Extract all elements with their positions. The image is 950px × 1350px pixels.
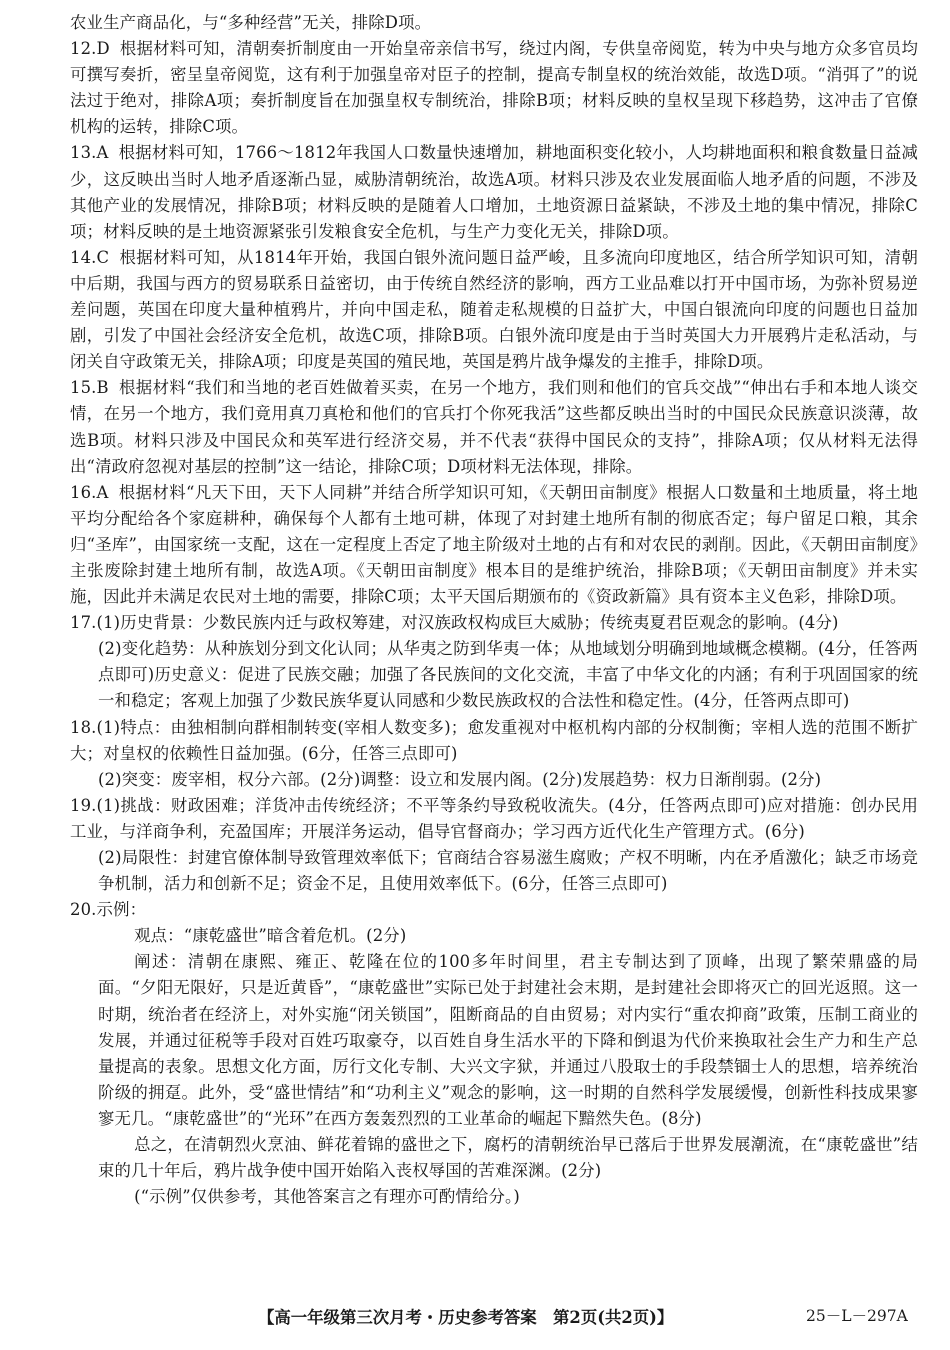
answer-14-number: 14.C	[70, 247, 110, 267]
answer-18-part1	[70, 715, 918, 767]
footer-title: 【高一年级第三次月考・历史参考答案 第2页(共2页)】	[258, 1308, 674, 1327]
continuation-line: 农业生产商品化，与“多种经营”无关，排除D项。	[70, 13, 432, 32]
answer-19-number: 19.	[70, 795, 97, 815]
answer-18-p1: (1)特点：由独相制向群相制转变(宰相人数变多)；愈发重视对中枢机构内部的分权制衡；宰相人选的范围不断扩大；对皇权的依赖性日益加强。(6分，任答三点即可)	[70, 717, 918, 763]
answer-20-head	[70, 897, 918, 923]
answer-20-note: (“示例”仅供参考，其他答案言之有理亦可酌情给分。)	[134, 1187, 520, 1207]
page-footer	[0, 1300, 950, 1330]
answer-12	[70, 36, 918, 140]
answer-19-p1: (1)挑战：财政困难；洋货冲击传统经济；不平等条约导致税收流失。(4分，任答两点即可)应对措施：创办民用工业，与洋商争利，充盈国库；开展洋务运动，倡导官督商办；学习西方近代化生产管理方式。(6分)	[70, 795, 918, 841]
answer-18-number: 18.	[70, 717, 97, 737]
answer-16-text: 根据材料“凡天下田，天下人同耕”并结合所学知识可知，《天朝田亩制度》根据人口数量和土地质量，将土地平均分配给各个家庭耕种，确保每个人都有土地可耕，体现了对封建土地所有制的彻底否定；每户留足口粮，其余归“圣库”，由国家统一支配，这在一定程度上否定了地主阶级对土地的占有和对农民的剥削。因此，《天朝田亩制度》主张废除封建土地所有制，故选A项。《天朝田亩制度》根本目的是维护统治，排除B项；《天朝田亩制度》并未实施，因此并未满足农民对土地的需要，排除C项；太平天国后期颁布的《资政新篇》具有资本主义色彩，排除D项。	[70, 482, 918, 607]
answer-14	[70, 245, 918, 375]
answer-13-number: 13.A	[70, 143, 109, 163]
answer-19-part2: (2)局限性：封建官僚体制导致管理效率低下；官商结合容易滋生腐败；产权不明晰，内在矛盾激化；缺乏市场竞争机制，活力和创新不足；资金不足，且使用效率低下。(6分，任答三点即可)	[98, 848, 918, 894]
answer-13-text: 根据材料可知，1766～1812年我国人口数量快速增加，耕地面积变化较小，人均耕地面积和粮食数量日益减少，这反映出当时人地矛盾逐渐凸显，威胁清朝统治，故选A项。材料只涉及农业发展面临人地矛盾的问题，不涉及其他产业的发展情况，排除B项；材料反映的是随着人口增加，土地资源日益紧缺，不涉及土地的集中情况，排除C项；材料反映的是土地资源紧张引发粮食安全危机，与生产力变化无关，排除D项。	[70, 143, 918, 241]
answer-12-text: 根据材料可知，清朝奏折制度由一开始皇帝亲信书写，绕过内阁，专供皇帝阅览，转为中央与地方众多官员均可撰写奏折，密呈皇帝阅览，这有利于加强皇帝对臣子的控制，提高专制皇权的统治效能，故选D项。“消弭了”的说法过于绝对，排除A项；奏折制度旨在加强皇权专制统治，排除B项；材料反映的皇权呈现下移趋势，这冲击了官僚机构的运转，排除C项。	[70, 39, 918, 137]
answer-17-part1	[70, 610, 918, 636]
answer-key-page	[70, 10, 918, 1210]
answer-17-part2: (2)变化趋势：从种族划分到文化认同；从华夷之防到华夷一体；从地域划分明确到地域概念模糊。(4分，任答两点即可)历史意义：促进了民族交融；加强了各民族间的文化交流，丰富了中华文化的内涵；有利于巩固国家的统一和稳定；客观上加强了少数民族华夏认同感和少数民族政权的合法性和稳定性。(4分，任答两点即可)	[98, 639, 918, 711]
footer-code: 25－L－297A	[806, 1307, 908, 1325]
answer-20-example-label: 示例：	[96, 900, 147, 920]
answer-15	[70, 375, 918, 479]
answer-20-view: 观点：“康乾盛世”暗含着危机。(2分)	[134, 926, 407, 946]
answer-12-number: 12.D	[70, 39, 110, 59]
answer-20-body: 阐述：清朝在康熙、雍正、乾隆在位的100多年时间里，君主专制达到了顶峰，出现了繁荣鼎盛的局面。“夕阳无限好，只是近黄昏”，“康乾盛世”实际已处于封建社会末期，是封建社会即将灭亡的回光返照。这一时期，统治者在经济上，对外实施“闭关锁国”，阻断商品的自由贸易；对内实行“重农抑商”政策，压制工商业的发展，并通过征税等手段对百姓巧取豪夺，以百姓自身生活水平的下降和倒退为代价来换取社会生产力和生产总量提高的表象。思想文化方面，厉行文化专制、大兴文字狱，并通过八股取士的手段禁锢士人的思想，培养统治阶级的拥趸。此外，受“盛世情结”和“功利主义”观念的影响，这一时期的自然科学发展缓慢，创新性科技成果寥寥无几。“康乾盛世”的“光环”在西方轰轰烈烈的工业革命的崛起下黯然失色。(8分)	[98, 952, 918, 1128]
answer-15-number: 15.B	[70, 378, 109, 398]
answer-15-text: 根据材料“我们和当地的老百姓做着买卖，在另一个地方，我们则和他们的官兵交战”“伸出右手和本地人谈交情，在另一个地方，我们竟用真刀真枪和他们的官兵打个你死我活”这些都反映出当时的中国民众民族意识淡薄，故选B项。材料只涉及中国民众和英军进行经济交易，并不代表“获得中国民众的支持”，排除A项；仅从材料无法得出“清政府忽视对基层的控制”这一结论，排除C项；D项材料无法体现，排除。	[70, 378, 918, 476]
answer-19-part1	[70, 793, 918, 845]
answer-14-text: 根据材料可知，从1814年开始，我国白银外流问题日益严峻，且多流向印度地区，结合所学知识可知，清朝中后期，我国与西方的贸易联系日益密切，由于传统自然经济的影响，西方工业品难以打开中国市场，为弥补贸易逆差问题，英国在印度大量种植鸦片，并向中国走私，随着走私规模的日益扩大，中国白银流向印度的问题也日益加剧，引发了中国社会经济安全危机，故选C项，排除B项。白银外流印度是由于当时英国大力开展鸦片走私活动，与闭关自守政策无关，排除A项；印度是英国的殖民地，英国是鸦片战争爆发的主推手，排除D项。	[70, 247, 918, 372]
answer-18-part2: (2)突变：废宰相，权分六部。(2分)调整：设立和发展内阁。(2分)发展趋势：权力日渐削弱。(2分)	[98, 769, 822, 789]
answer-13	[70, 140, 918, 244]
answer-16-number: 16.A	[70, 482, 109, 502]
answer-17-number: 17.	[70, 613, 97, 633]
answer-20-number: 20.	[70, 900, 97, 920]
answer-17-p1: (1)历史背景：少数民族内迁与政权筹建，对汉族政权构成巨大威胁；传统夷夏君臣观念的影响。(4分)	[96, 613, 839, 633]
answer-20-conclusion: 总之，在清朝烈火烹油、鲜花着锦的盛世之下，腐朽的清朝统治早已落后于世界发展潮流，在“康乾盛世”结束的几十年后，鸦片战争使中国开始陷入丧权辱国的苦难深渊。(2分)	[98, 1135, 918, 1181]
answer-16	[70, 480, 918, 610]
